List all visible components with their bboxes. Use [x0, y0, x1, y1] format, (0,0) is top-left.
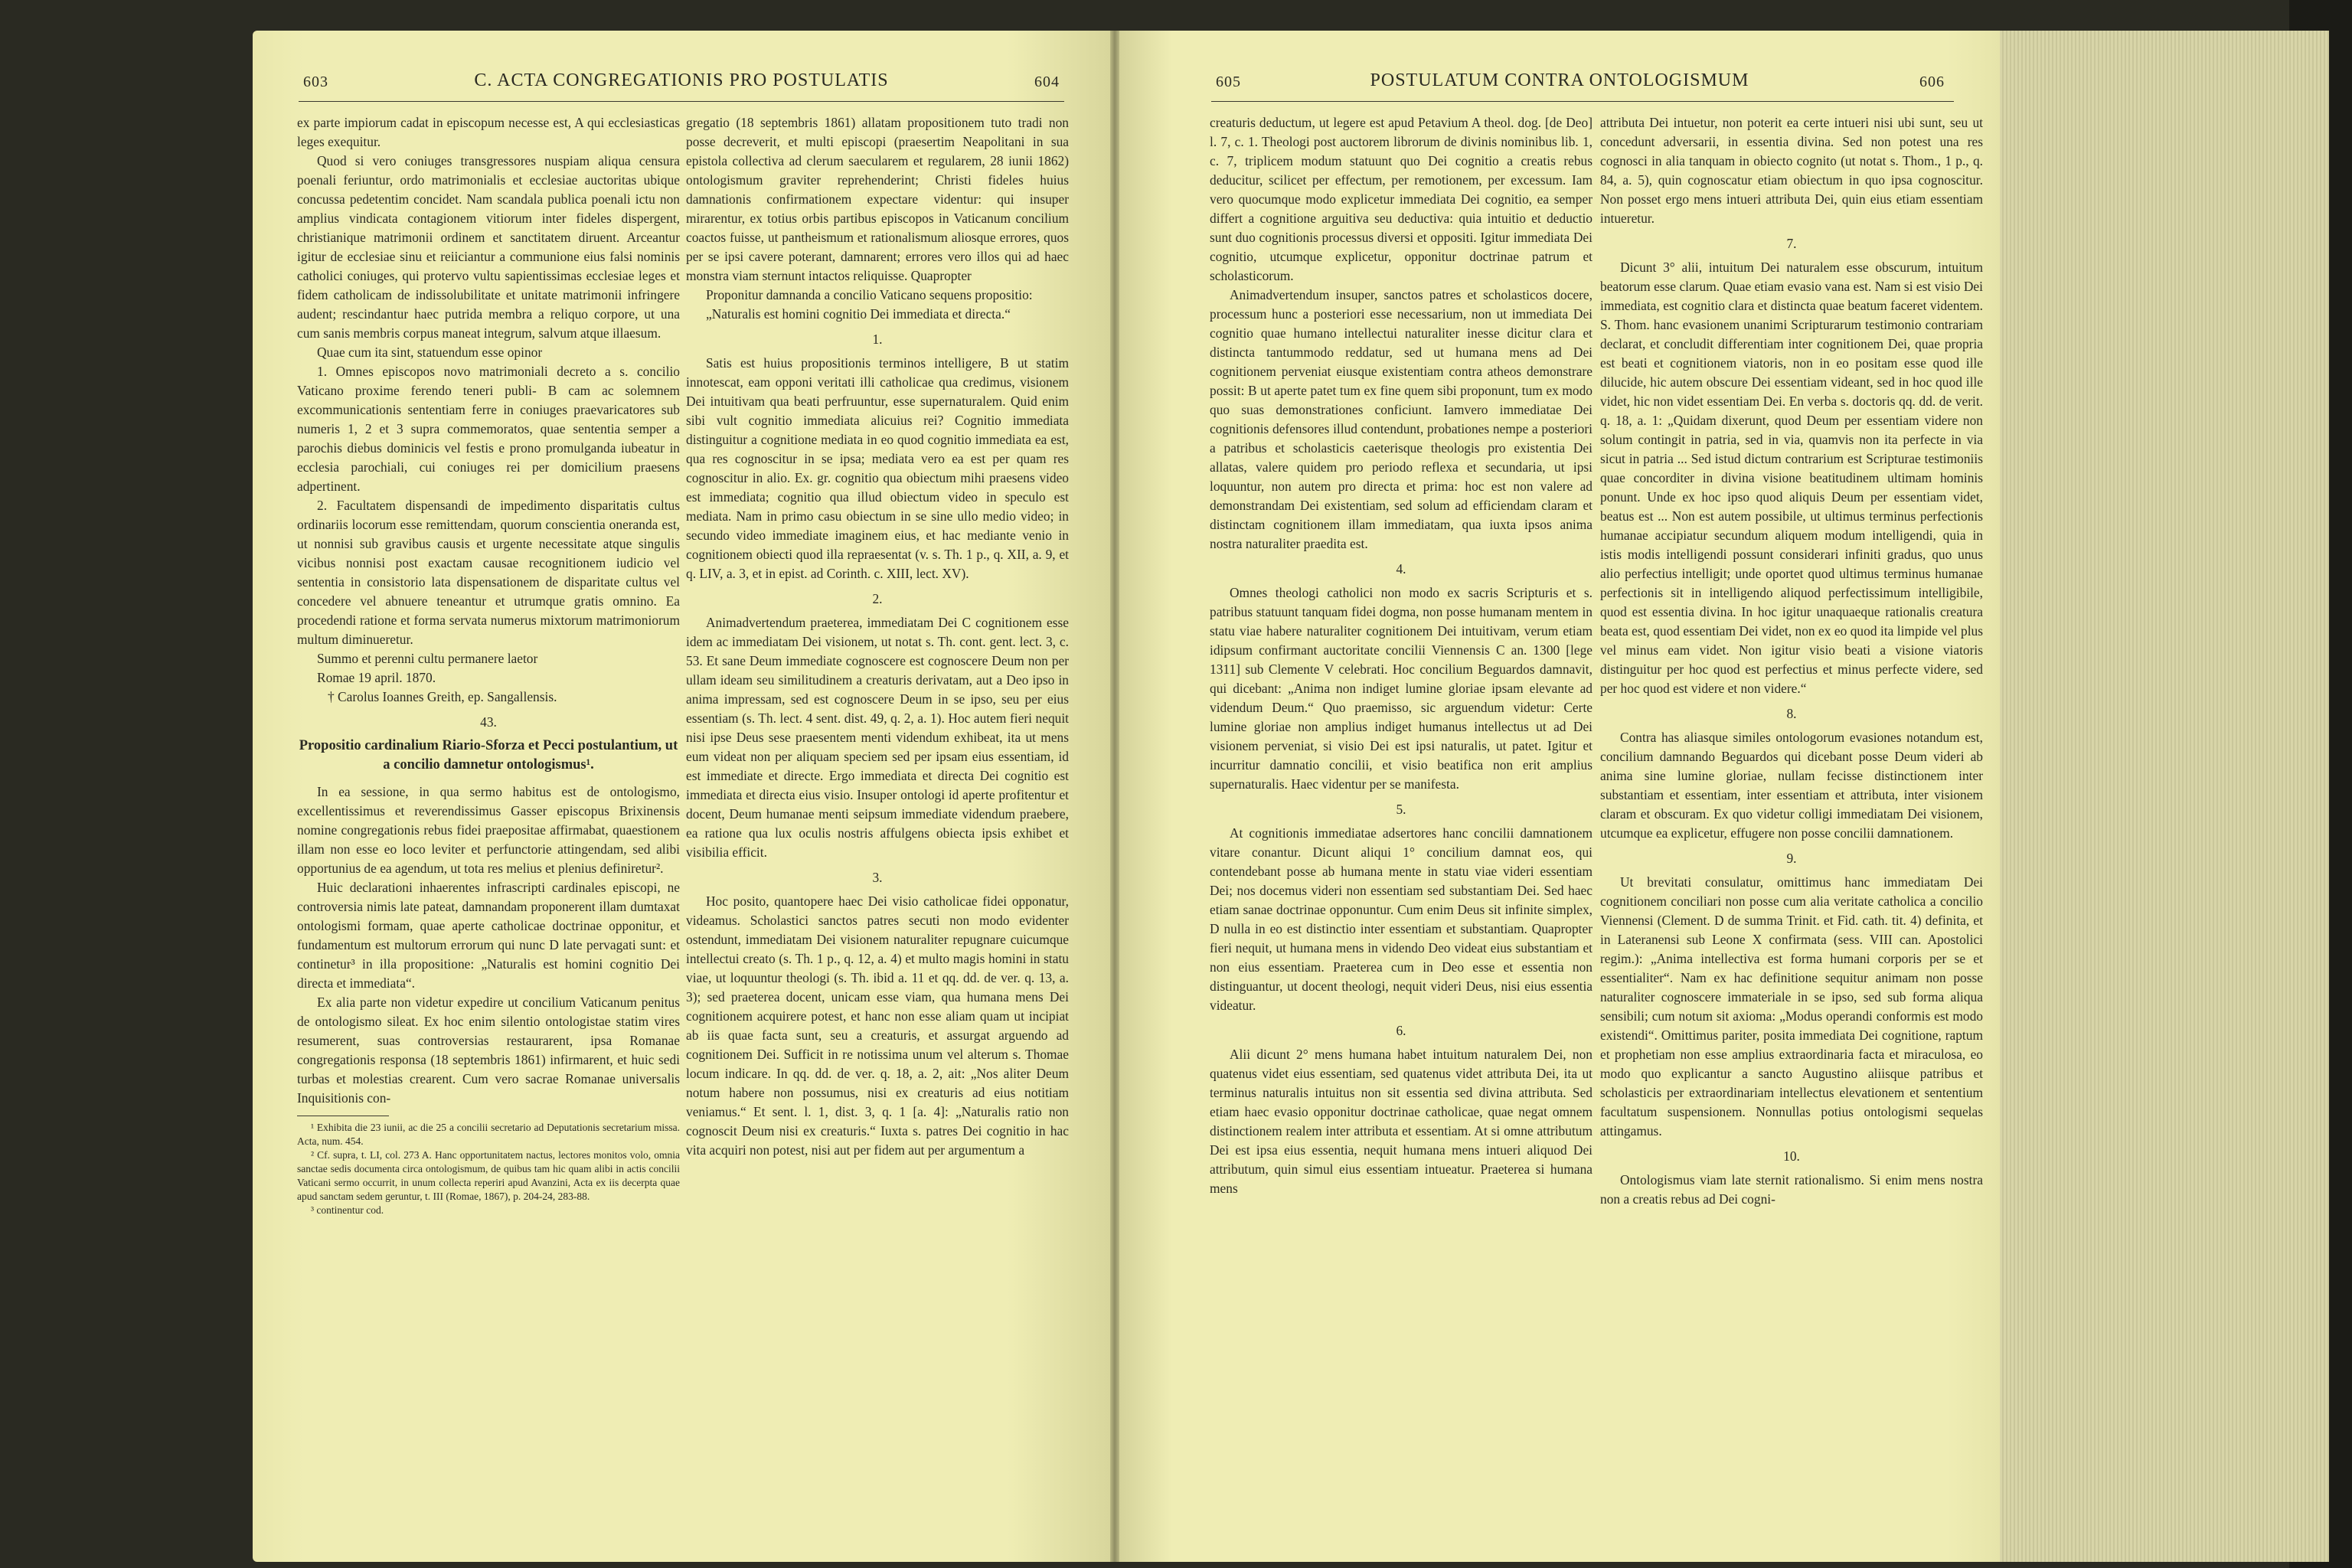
section-number: 1.: [872, 332, 883, 347]
paragraph: ex parte impiorum cadat in episcopum necesse est, A qui ecclesiasticas leges exequitur.: [297, 115, 680, 149]
section-number: 9.: [1786, 851, 1797, 866]
page-number-603: 603: [303, 74, 328, 90]
running-title-right: POSTULATUM CONTRA ONTOLOGISMUM: [1370, 70, 1749, 90]
section-number: 43.: [480, 714, 497, 730]
right-page: [1119, 31, 2000, 1562]
footnote: ³ continentur cod.: [311, 1204, 384, 1216]
right-column-1: [1210, 113, 1592, 1198]
left-column-2: [686, 113, 1069, 1160]
paragraph: Quae cum ita sint, statuendum esse opinor: [317, 345, 543, 360]
paragraph: attributa Dei intuetur, non poterit ea certe intueri nisi ubi sunt, seu ut concedunt adversarii, in essentia divina. Sed non potest una res cognosci in alia tanquam in obiecto cognito (ut notat s. Thom., 1 p., q. 84, a. 5), quin cognoscatur etiam obiectum in quo ipsa cognoscitur. Non posset ergo mens intueri attributa Dei, quin eius etiam essentiam intueretur.: [1600, 115, 1983, 226]
paragraph: Satis est huius propositionis terminos intelligere, B ut statim innotescat, eam opponi veritati illi catholicae qua credimus, visionem Dei intuitivam qua beati perfruuntur, esse supernaturalem. Quid enim sibi vult cognitio immediata alicuius rei? Cognitio immediata distinguitur a cognitione mediata in eo quod cognitio immediata ea est, qua res cognoscitur in se ipsa; mediata vero ea est per quam res cognoscitur in alio. Ex. gr. cognitio qua obiectum mihi praesens video est immediata; cognitio qua illud obiectum video in speculo est mediata. Nam in primo casu obiectum in se sine ullo medio video; in secundo video immediate imaginem eius, et hac mediante venio in cognitionem obiecti quod illa repraesentat (v. s. Th. 1 p., q. XII, a. 9, et q. LIV, a. 3, et in epist. ad Corinth. c. XIII, lect. XV).: [686, 355, 1069, 581]
page-number-605: 605: [1216, 74, 1241, 90]
section-number: 8.: [1786, 706, 1797, 721]
footnote: ¹ Exhibita die 23 iunii, ac die 25 a concilii secretario ad Deputationis secretarium missa. Acta, num. 454.: [297, 1122, 680, 1147]
paragraph: Omnes theologi catholici non modo ex sacris Scripturis et s. patribus statuunt tanquam fidei dogma, non posse humanam mentem in statu viae habere naturaliter cognitionem Dei intuitivam, verum etiam idipsum confirmant auctoritate concilii Viennensis C an. 1300 [lege 1311] sub Clemente V celebrati. Hoc concilium Beguardos damnavit, qui dicebant: „Anima non indiget lumine gloriae ipsam elevante ad videndum Deum.“ Quo praemisso, sic arguendum videtur: Certe lumine gloriae non amplius indiget humanus intellectus ut ad Dei visionem perveniat, si visio Dei est ipsi naturalis, ut patet. Igitur et incurritur damnatio concilii, et visio beatifica non erit amplius supernaturalis. Haec videntur per se manifesta.: [1210, 585, 1592, 792]
paragraph: Dicunt 3° alii, intuitum Dei naturalem esse obscurum, intuitum beatorum esse clarum. Quae etiam evasio vana est. Nam si est visio Dei immediata, est cognitio clara et distincta quae beatum faceret videntem. S. Thom. hanc evasionem unanimi Scripturarum testimonio contrariam declarat, et concludit differentiam inter cognitionem Dei, quae propria est beati et cognitionem viatoris, non in eo positam esse quod ille dilucide, hic autem obscure Dei essentiam videant, sed in hoc quod ille videt, hic non videt essentiam Dei. En verba s. doctoris qq. dd. de verit. q. 18, a. 1: „Quidam dixerunt, quod Deum per essentiam videre non solum contingit in patria, sed in via, quamvis non ita perfecte in via sicut in patria ... Sed istud dictum contrarium est Scripturae testimoniis quae concorditer in divina visione beatitudinem ultimam hominis ponunt. Unde ex hoc ipso quod aliquis Deum per essentiam videt, beatus est ... Non est autem possibile, ut ultimus terminus perfectionis humanae accipiatur secundum aliquem modum intelligendi, quia in istis modis intelligendi possunt considerari infiniti gradus, quo unus alio perfectius intelligit; unde oportet quod ultimus terminus humanae perfectionis sit in intelligendo aliquod perfectissimum intelligibile, quod est essentia divina. In hoc igitur unaquaeque rationalis creatura beata est, quod essentiam Dei videt, non ex eo quod ita limpide vel plus vel minus eam videt. Non igitur visio beati a visione viatoris distinguitur per hoc quod est perfectius et minus perfecte videre, sed per hoc quod est videre et non videre.“: [1600, 260, 1983, 696]
signature: † Carolus Ioannes Greith, ep. Sangallensis.: [328, 689, 557, 704]
paragraph: Animadvertendum insuper, sanctos patres et scholasticos docere, processum hunc a posteriori esse necessarium, non ut immediata Dei cognitio quae humano intellectui naturaliter inesse dicitur clara et distincta tantummodo reddatur, sed ut humana mens ad Dei cognitionem perveniat eiusque existentiam contra atheos demonstrare possit: B ut aperte patet tum ex fine quem sibi proponunt, tum ex modo quo suas demonstrationes conficiunt. Iamvero immediatae Dei cognitionis defensores illud contendunt, probationes nempe a posteriori a patribus et scholasticis caeterisque theologis pro existentia Dei allatas, valere quidem pro periodo reflexa et secundaria, ut ipsi loquuntur, non autem pro directa et prima: hoc est non valere ad demonstrandam Dei existentiam, sed solum ad efficiendam claram et distinctam cognitionem illam immediatam, qua iuxta ipsos anima nostra naturaliter praedita est.: [1210, 287, 1592, 551]
section-number: 7.: [1786, 236, 1797, 251]
paragraph: Summo et perenni cultu permanere laetor: [317, 651, 538, 666]
paragraph: Animadvertendum praeterea, immediatam Dei C cognitionem esse idem ac immediatam Dei visionem, ut notat s. Th. cont. gent. lect. 3, c. 53. Et sane Deum immediate cognoscere est cognoscere Deum non per ullam ideam seu similitudinem a creaturis derivatam, aut a Deo ipso in anima impressam, sed est cognoscere Deum in se ipso, seu per eius essentiam (s. Th. lect. 4 sent. dist. 49, q. 2, a. 1). Hoc autem fieri nequit nisi ipse Deus sese praesentem menti videndum exhibeat, ita ut mens eum videat non per aliquam speciem sed per ipsam eius essentiam, id est immediate et directe. Ergo immediata et directa Dei cognitio est immediata et directa eius visio. Insuper ontologi id aperte profitentur et docent, Deum humanae menti seipsum immediate videndum praebere, ea ratione qua lux oculis nostris affulgens obiecta ipsis exhibet et visibilia efficit.: [686, 615, 1069, 860]
section-number: 6.: [1396, 1023, 1406, 1038]
paragraph: At cognitionis immediatae adsertores hanc concilii damnationem vitare conantur. Dicunt aliqui 1° concilium damnat eos, qui contendebant posse ab humana mente in statu viae videri essentiam Dei; nos docemus videri non essentiam sed substantiam Dei. Sed haec etiam sanae doctrinae opponuntur. Cum enim Deus sit infinite simplex, D nulla in eo est distinctio inter essentiam et substantiam. Quapropter fieri nequit, ut humana mens in videndo Deo videat eius substantiam et non eius essentiam. Praeterea cum in Deo esse et essentia non distinguantur, ut docent theologi, nequit videri Deus, nisi eius essentia videatur.: [1210, 825, 1592, 1013]
section-number: 3.: [872, 870, 883, 885]
running-head-left: [253, 64, 1110, 95]
paragraph: Huic declarationi inhaerentes infrascripti cardinales episcopi, ne controversia nimis late pateat, damnandam proponerent illam dumtaxat ontologismi formam, quae aperte catholicae doctrinae opponitur, et fundamentum est multorum errorum qui nunc D late pervagati sunt: et continetur³ in illa propositione: „Naturalis est homini cognitio Dei directa et immediata“.: [297, 880, 680, 991]
paragraph: creaturis deductum, ut legere est apud Petavium A theol. dog. [de Deo] l. 7, c. 1. Theologi post auctorem librorum de divinis nominibus lib. 1, c. 7, triplicem modum statuunt quo Dei cognitio a creatis rebus deducitur, scilicet per effectum, per remotionem, per excessum. Iam vero quocumque modo explicetur immediata Dei cognitio, ea semper differt a cognitione arguitiva seu deductiva: quia intuitio et deductio sunt duo cognitionis processus diversi et oppositi. Igitur immediata Dei cognitio, utcumque explicetur, opponitur doctrinae patrum et scholasticorum.: [1210, 115, 1592, 283]
paragraph: Contra has aliasque similes ontologorum evasiones notandum est, concilium damnando Beguardos qui dicebant posse Deum videri ab anima sine lumine gloriae, nullam fecisse distinctionem inter substantiam et essentiam, inter essentiam et attributa, inter visionem claram et obscuram. Ex quo videtur colligi immediatam Dei visionem, utcumque ea explicetur, effugere non posse concilii damnationem.: [1600, 730, 1983, 841]
paragraph: Quod si vero coniuges transgressores nuspiam aliqua censura poenali feriuntur, ordo matrimonialis et ecclesiae auctoritas ubique concussa pedetentim concidet. Nam scandala publica poenali ictu non amplius vindicata contagionem vitiorum inter fideles dispergent, christianique matrimonii ordinem et sanctitatem diruent. Arceantur igitur de ecclesiae sinu et reiiciantur a communione eius falsi nominis catholici coniuges, qui protervo vultu sapientissimas ecclesiae leges et fidem catholicam de indissolubilitate et unitate matrimonii infringere audent; rescindantur haec putrida membra a reliquo corpore, ut una cum sanis membris corpus maneat integrum, salvum atque illaesum.: [297, 153, 680, 341]
running-title-left: C. ACTA CONGREGATIONIS PRO POSTULATIS: [474, 70, 889, 90]
paragraph: gregatio (18 septembris 1861) allatam propositionem tuto tradi non posse decreverit, et multi episcopi (praesertim Neapolitani in sua epistola collectiva ad clerum saecularem et regularem, 28 iunii 1862) ontologismum graviter reprehenderint; Christi fideles huius damnationis confirmationem expectare videntur: qui insuper mirarentur, ex totius orbis partibus episcopos in Vaticanum concilium coactos fuisse, ut pantheismum et rationalismum aliosque errores, quos per se ipsi cavere poterant, damnarent; errores vero illos qui ad haec monstra viam sternunt intactos reliquisse. Quapropter: [686, 115, 1069, 283]
footnote: ² Cf. supra, t. LI, col. 273 A. Hanc opportunitatem nactus, lectores monitos volo, omnia sanctae sedis documenta circa ontologismum, de quibus tam hic quam alibi in actis concilii Vaticani sermo occurrit, in unum collecta reperiri apud Avanzini, Acta ex iis decerpta quae apud sanctam sedem geruntur, t. III (Romae, 1867), p. 204-24, 283-88.: [297, 1149, 680, 1202]
section-number: 4.: [1396, 561, 1406, 577]
page-number-606: 606: [1919, 74, 1945, 90]
running-head-right: [1119, 64, 2000, 95]
section-number: 2.: [872, 591, 883, 606]
paragraph: Alii dicunt 2° mens humana habet intuitum naturalem Dei, non quatenus videt eius essentiam, sed quatenus videt attributa Dei, ita ut terminus naturalis intuitus non sit essentia sed divina attributa. Sed etiam haec evasio opponitur doctrinae catholicae, quae negat omnem distinctionem realem inter attributa et essentiam. At si omne attributum Dei est ipsa eius essentia, nequit humana mens intueri aliquod Dei attributum, quin simul eius essentiam intueatur. Praeterea si humana mens: [1210, 1047, 1592, 1196]
section-number: 5.: [1396, 802, 1406, 817]
section-number: 10.: [1783, 1148, 1800, 1164]
book-gutter: [1110, 31, 1119, 1562]
quoted-proposition: „Naturalis est homini cognitio Dei immediata et directa.“: [706, 306, 1011, 322]
paragraph: 2. Facultatem dispensandi de impedimento disparitatis cultus ordinariis locorum esse remittendam, quorum conscientia oneranda est, ut nonnisi sub gravibus causis et urgente necessitate atque singulis vicibus nonnisi post exactam causae recognitionem iudicio vel sententia in consistorio lata dispensationem de disparitate cultus vel concedere vel abnuere teneantur et utrumque gratis omnino. Ea procedendi ratione et forma servata numerus mixtorum matrimoniorum multum diminueretur.: [297, 498, 680, 647]
paragraph: In ea sessione, in qua sermo habitus est de ontologismo, excellentissimus et reverendissimus Gasser episcopus Brixinensis nomine congregationis rebus fidei praepositae affirmabat, quaestionem illam non esse eo loco leviter et perfunctorie attingendam, sed alibi opportunius de ea agendum, ut tota res melius et plenius definiretur².: [297, 784, 680, 876]
right-column-2: [1600, 113, 1983, 1209]
paragraph: Hoc posito, quantopere haec Dei visio catholicae fidei opponatur, videamus. Scholastici sanctos patres secuti non modo evidenter ostendunt, immediatam Dei visionem naturaliter repugnare cuicumque intellectui creato (s. Th. 1 p., q. 12, a. 4) et multo magis homini in statu viae, ut loquuntur theologi (s. Th. ibid a. 11 et qq. dd. de ver. q. 13, a. 3); sed praeterea docent, unicam esse viam, qua humana mens Dei cognitionem acquirere potest, et hanc non esse aliam quam ut incipiat ab iis quae facta sunt, seu a creaturis, et assurgat arguendo ad cognitionem Dei. Sufficit in re notissima unum vel alterum s. Thomae locum indicare. In qq. dd. de ver. q. 18, a. 2, ait: „Nos aliter Deum notum habere non possumus, nisi ex creaturis ad eius notitiam veniamus.“ Et sent. l. 1, dist. 3, q. 1 [a. 4]: „Naturalis ratio non cognoscit Deum nisi ex creaturis.“ Iuxta s. patres Dei cognitio in hac vita acquiri non potest, nisi aut per fidem aut per argumentum a: [686, 893, 1069, 1158]
section-heading: Propositio cardinalium Riario-Sforza et Pecci postulantium, ut a concilio damnetur ontologismus¹.: [299, 738, 678, 773]
left-page: [253, 31, 1110, 1562]
left-column-1: [297, 113, 680, 1217]
paragraph: Proponitur damnanda a concilio Vaticano sequens propositio:: [706, 287, 1033, 302]
page-number-604: 604: [1034, 74, 1060, 90]
page-edge-stack: [2000, 31, 2329, 1562]
paragraph: Ex alia parte non videtur expedire ut concilium Vaticanum penitus de ontologismo sileat. Ex hoc enim silentio ontologistae statim vires resumerent, suas controversias restaurarent, ipsa Romanae congregationis responsa (18 septembris 1861) infirmarent, et huic sedi turbas et molestias crearent. Cum vero sacrae Romanae universalis Inquisitionis con-: [297, 995, 680, 1106]
header-rule: [1211, 101, 1954, 102]
header-rule: [299, 101, 1064, 102]
paragraph: 1. Omnes episcopos novo matrimoniali decreto a s. concilio Vaticano proxime ferendo teneri publi- B cam ac solemnem excommunicationis sententiam ferre in coniuges praevaricatores sub numeris 1, 2 et 3 supra commemoratos, quae sententia semper a parochis diebus dominicis vel festis e prono promulganda iubeatur in ecclesia parochiali, cui coniuges rei per domicilium praesens adpertinent.: [297, 364, 680, 494]
paragraph: Ut brevitati consulatur, omittimus hanc immediatam Dei cognitionem conciliari non posse cum alia veritate catholica a concilio Viennensi (Clement. D de summa Trinit. et Fid. cath. tit. 4) definita, et in Lateranensi sub Leone X confirmata (sess. VIII can. Apostolici regim.): „Anima intellectiva est forma humani corporis per se et essentialiter“. Nam ex hac definitione sequitur animam non posse naturaliter cognoscere immateriale in se ipso, sed sub forma aliqua sensibili; cum notum sit axioma: „Modus operandi conformis est modo existendi“. Omittimus pariter, posita immediata Dei cognitione, raptum et prophetiam non esse amplius extraordinaria facta et miraculosa, eo modo quo explicantur a sancto Augustino aliisque patribus et scholasticis per extraordinariam intellectus elevationem et sententium facultatum suspensionem. Nonnullas potius ontologismi sequelas attingamus.: [1600, 874, 1983, 1138]
paragraph: Ontologismus viam late sternit rationalismo. Si enim mens nostra non a creatis rebus ad Dei cogni-: [1600, 1172, 1983, 1207]
date-line: Romae 19 april. 1870.: [317, 670, 436, 685]
